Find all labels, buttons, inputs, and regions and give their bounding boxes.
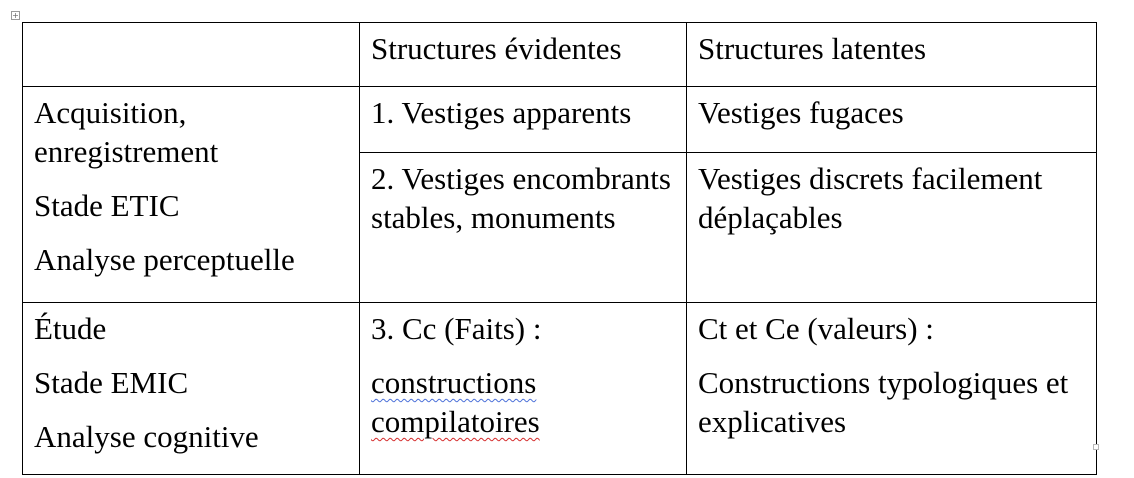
- latent-cell-3[interactable]: [687, 303, 1097, 475]
- compilatoires-line: [371, 402, 676, 441]
- table-header-row: [23, 23, 1097, 87]
- table-resize-handle-icon[interactable]: [1093, 444, 1099, 450]
- stage-emic-text: Stade EMIC: [34, 365, 189, 400]
- header-cell-evident[interactable]: [360, 23, 687, 87]
- perceptual-analysis-text: Analyse perceptuelle: [34, 242, 295, 277]
- evident-cell-3[interactable]: [360, 303, 687, 475]
- classification-table: [22, 22, 1097, 475]
- faits-heading-text: 3. Cc (Faits) :: [371, 311, 542, 346]
- table-move-handle-icon[interactable]: +: [12, 11, 19, 20]
- evident-cell-1[interactable]: [360, 87, 687, 153]
- latent-cell-1[interactable]: [687, 87, 1097, 153]
- vestiges-fugaces-text: Vestiges fugaces: [698, 95, 904, 130]
- etude-label-cell[interactable]: [23, 303, 360, 475]
- valeurs-heading-text: Ct et Ce (valeurs) :: [698, 311, 934, 346]
- constructions-typologiques-text: Constructions typologiques et explicatives: [698, 365, 1069, 439]
- acquisition-line2: enregistrement: [34, 134, 219, 169]
- constructions-word: constructions: [371, 365, 537, 400]
- header-latent-text: Structures latentes: [698, 31, 927, 66]
- table-row: [23, 87, 1097, 153]
- etude-title-text: Étude: [34, 311, 107, 346]
- header-cell-latent[interactable]: [687, 23, 1097, 87]
- evident-cell-2[interactable]: [360, 153, 687, 303]
- constructions-line: [371, 363, 676, 402]
- vestiges-discrets-text: Vestiges discrets facilement déplaçables: [698, 161, 1043, 235]
- vestiges-apparents-text: 1. Vestiges apparents: [371, 95, 632, 130]
- compilatoires-word: compilatoires: [371, 404, 540, 439]
- acquisition-label-cell[interactable]: [23, 87, 360, 303]
- header-cell-empty[interactable]: [23, 23, 360, 87]
- vestiges-encombrants-text: 2. Vestiges encombrants stables, monuments: [371, 161, 671, 235]
- table-row: [23, 303, 1097, 475]
- cognitive-analysis-text: Analyse cognitive: [34, 419, 259, 454]
- header-evident-text: Structures évidentes: [371, 31, 622, 66]
- acquisition-line1: Acquisition,: [34, 95, 187, 130]
- stage-etic-text: Stade ETIC: [34, 188, 180, 223]
- latent-cell-2[interactable]: [687, 153, 1097, 303]
